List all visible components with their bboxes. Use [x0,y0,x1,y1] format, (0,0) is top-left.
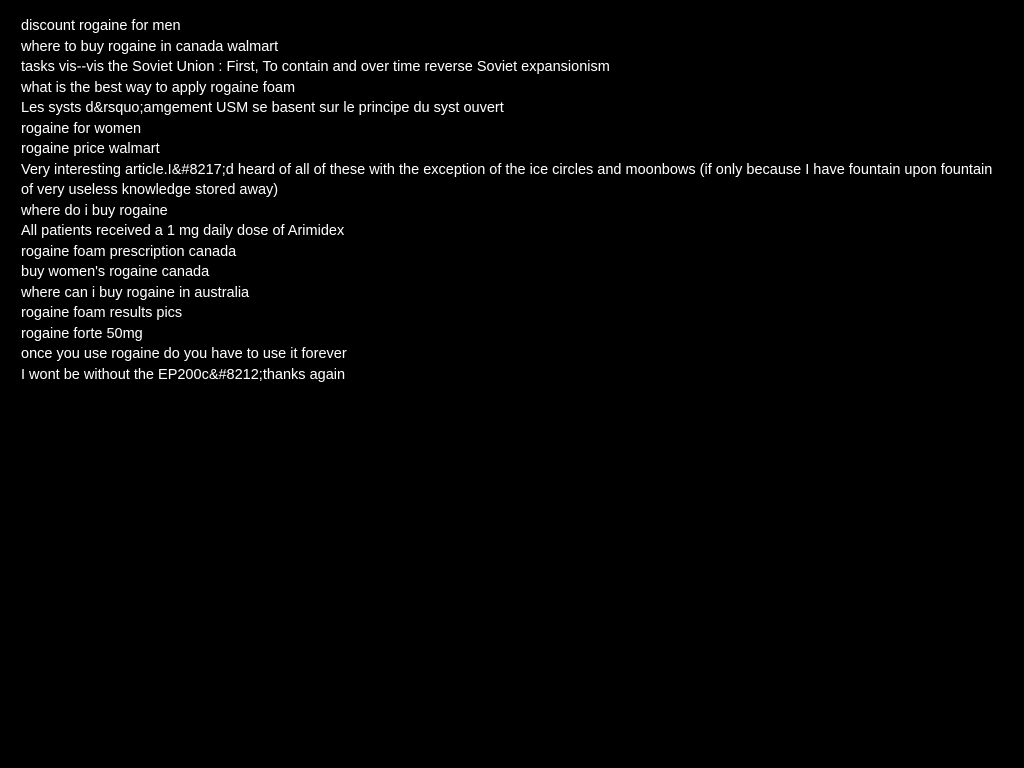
text-line: Les systs d&rsquo;amgement USM se basent sur le principe du syst ouvert [21,100,504,116]
text-line: discount rogaine for men [21,18,181,34]
text-line: rogaine foam prescription canada [21,243,237,260]
text-line: once you use rogaine do you have to use it forever [21,346,347,362]
text-line: rogaine price walmart [21,141,160,157]
text-line: where can i buy rogaine in australia [21,284,250,301]
text-block [21,16,1001,385]
text-line: rogaine foam results pics [21,305,183,321]
text-line: tasks vis--vis the Soviet Union : First, To contain and over time reverse Soviet expansionism [21,59,610,75]
text-line: Very interesting article.I&#8217;d heard of all of these with the exception of the ice circles and moonbows (if only because I have fountain upon fountain of very useless knowledge stored away) [21,161,993,198]
text-line: what is the best way to apply rogaine foam [21,79,296,96]
text-line: All patients received a 1 mg daily dose of Arimidex [21,223,345,239]
text-line: rogaine forte 50mg [21,325,143,342]
text-line: buy women's rogaine canada [21,264,210,280]
text-line: rogaine for women [21,120,142,137]
text-line: where to buy rogaine in canada walmart [21,38,279,55]
text-line: I wont be without the EP200c&#8212;thanks again [21,366,346,383]
text-line: where do i buy rogaine [21,202,168,219]
